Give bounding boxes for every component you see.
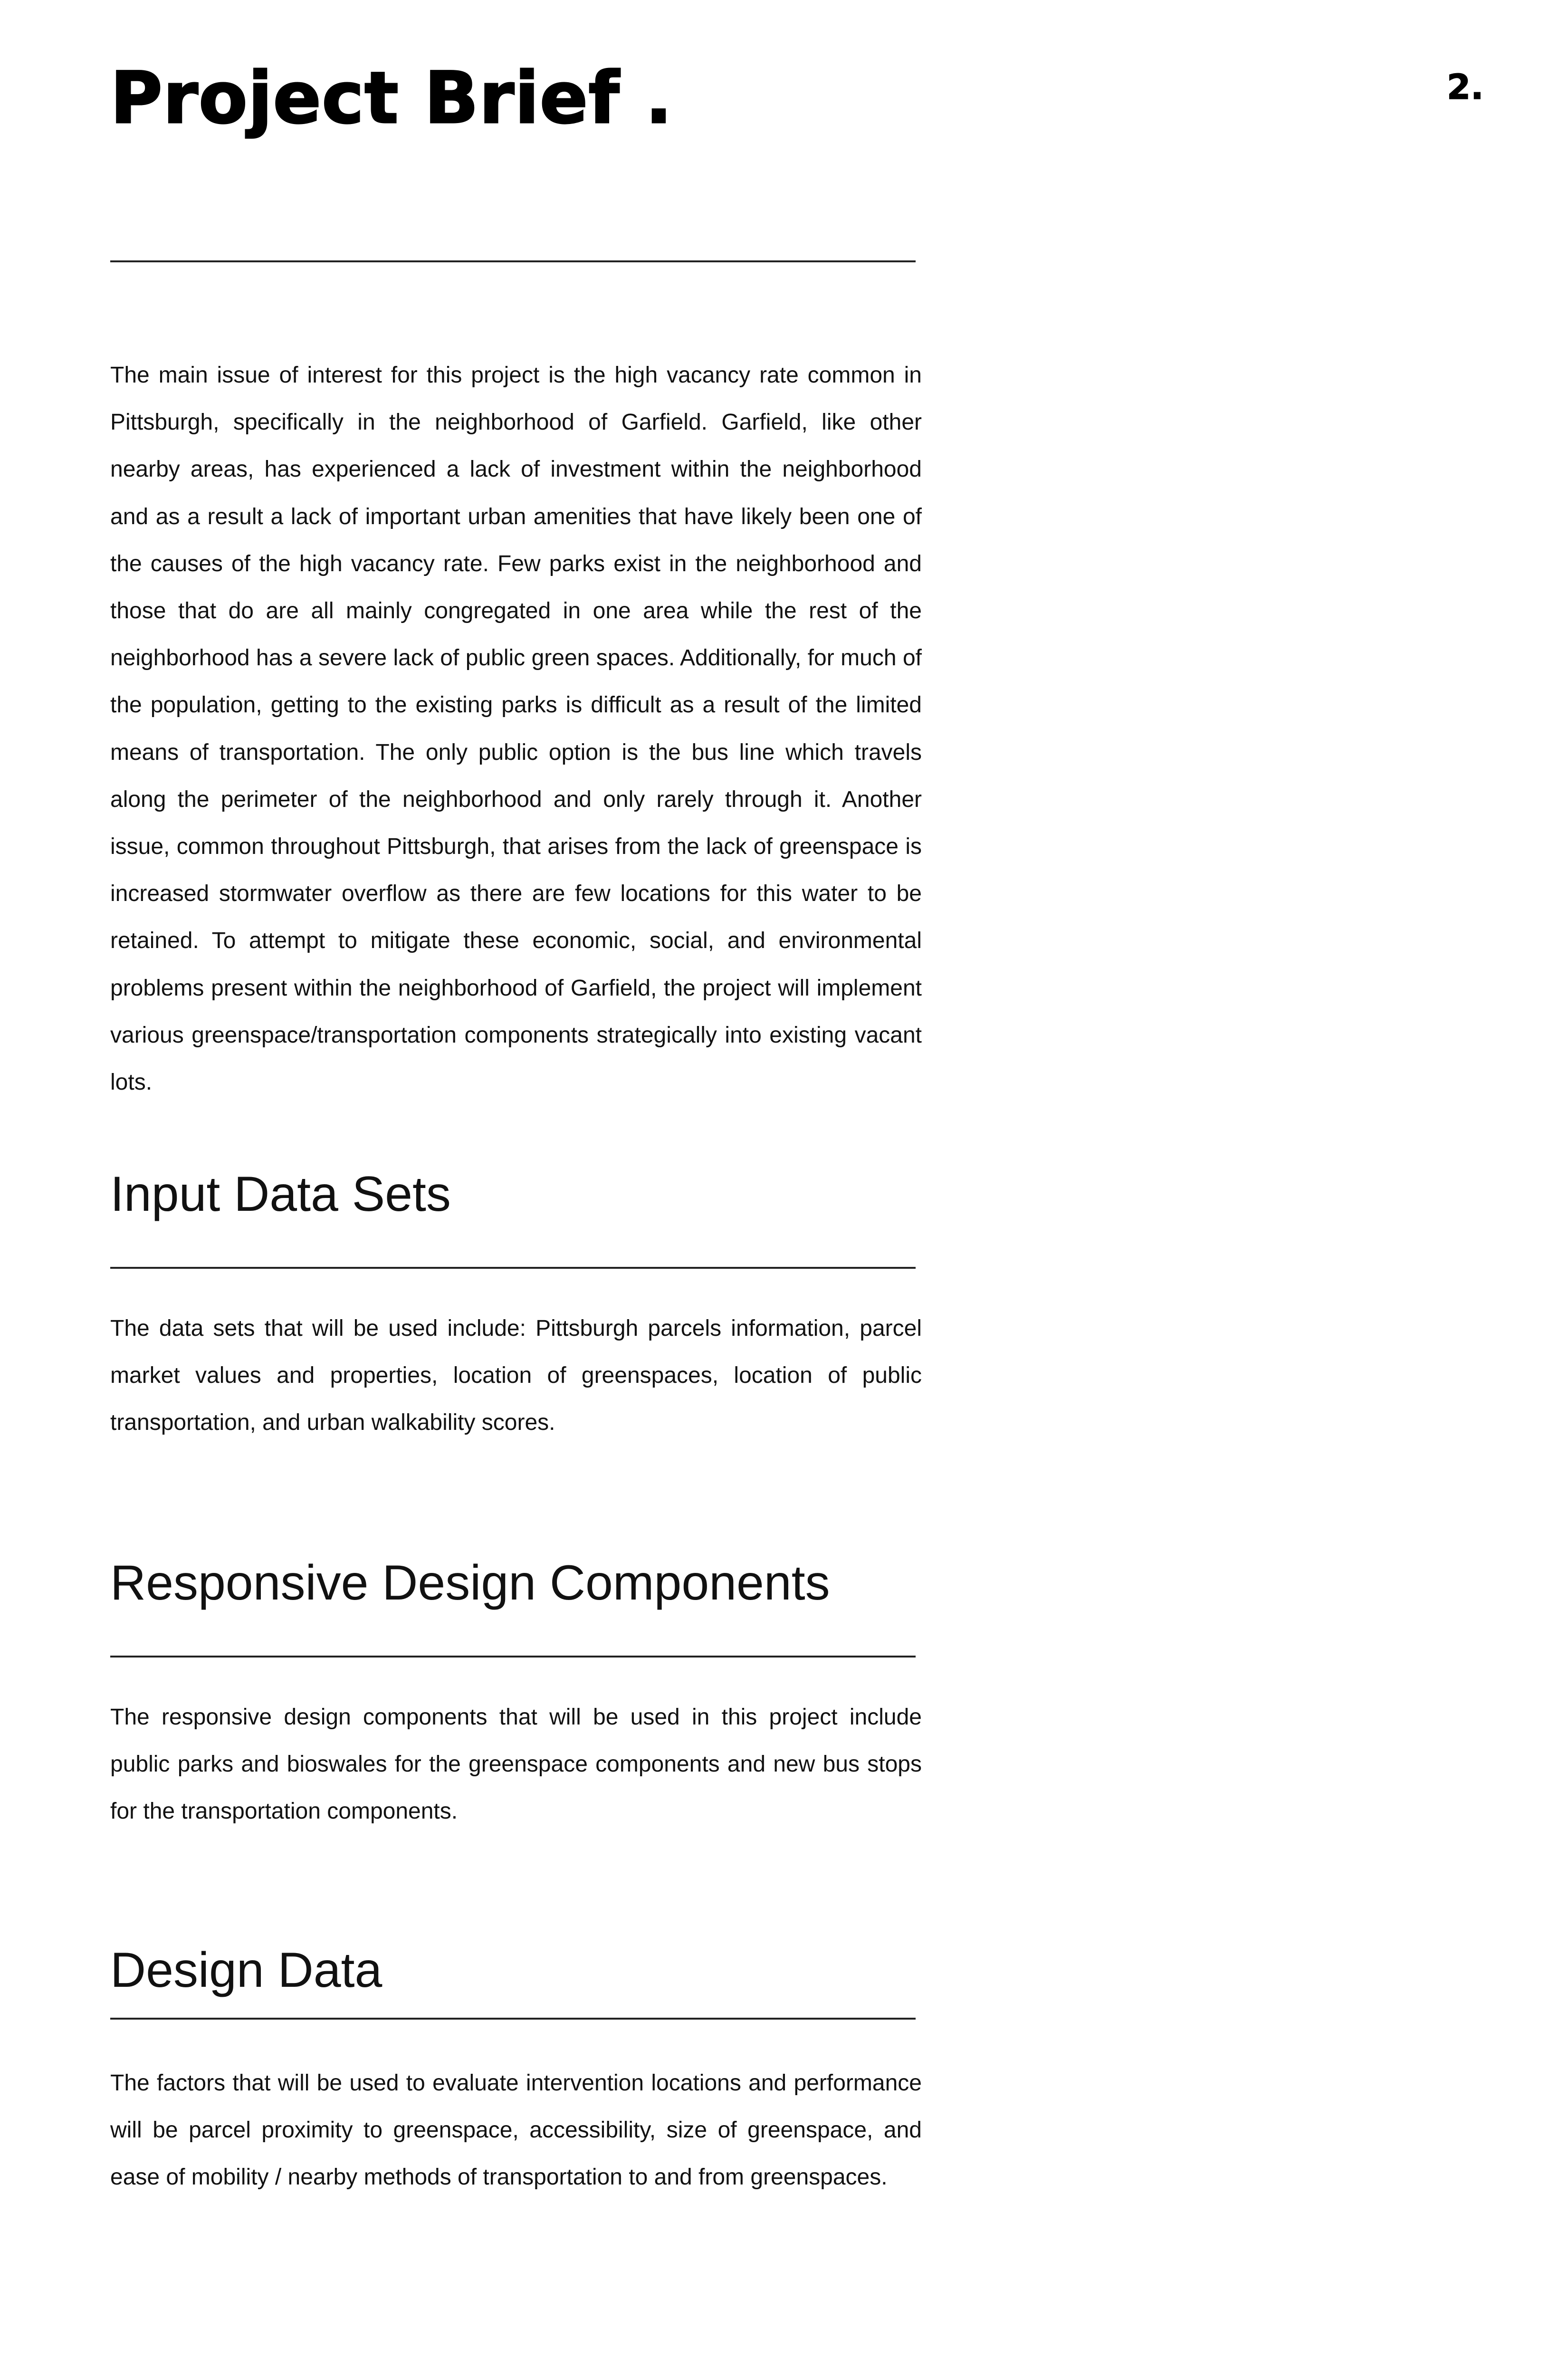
section-heading-design-data: Design Data [110,1943,382,1998]
title-divider [110,260,916,262]
page-number: 2. [1447,67,1484,107]
section-paragraph-input-data-sets: The data sets that will be used include: Pittsburgh parcels information, parcel market values and properties, location of greenspaces, location of public transportation, and urban walkability scores. [110,1316,922,1436]
section-heading-responsive-design-components: Responsive Design Components [110,1555,830,1610]
intro-paragraph: The main issue of interest for this project is the high vacancy rate common in Pittsburgh, specifically in the neighborhood of Garfield. Garfield, like other nearby areas, has experienced a lack of investment within the neighborhood and as a result a lack of important urban amenities that have likely been one of the causes of the high vacancy rate. Few parks exist in the neighborhood and those that do are all mainly congregated in one area while the rest of the neighborhood has a severe lack of public green spaces. Additionally, for much of the population, getting to the existing parks is difficult as a result of the limited means of transportation. The only public option is the bus line which travels along the perimeter of the neighborhood and only rarely through it. Another issue, common throughout Pittsburgh, that arises from the lack of greenspace is increased stormwater overflow as there are few locations for this water to be retained. To attempt to mitigate these economic, social, and environmental problems present within the neighborhood of Garfield, the project will implement various greenspace/transportation components strategically into existing vacant lots. [110,363,922,1095]
section-divider [110,2018,916,2020]
section-paragraph-responsive-design-components: The responsive design components that will be used in this project include public parks and bioswales for the greenspace components and new bus stops for the transportation components. [110,1705,922,1824]
page-title: Project Brief . [110,57,673,140]
section-divider [110,1267,916,1269]
section-heading-input-data-sets: Input Data Sets [110,1167,451,1222]
section-paragraph-design-data: The factors that will be used to evaluate intervention locations and performance will be parcel proximity to greenspace, accessibility, size of greenspace, and ease of mobility / nearby methods of transportation to and from greenspaces. [110,2070,922,2190]
section-divider [110,1656,916,1657]
